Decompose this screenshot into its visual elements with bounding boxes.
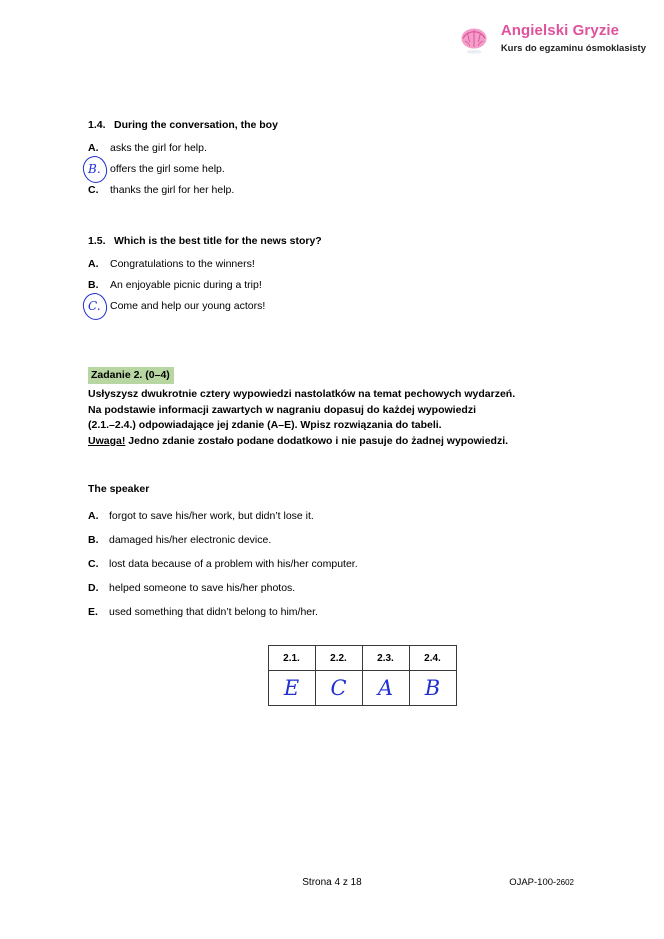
statement-e [88,605,578,619]
statement-text: forgot to save his/her work, but didn’t lose it. [109,510,314,522]
option-c[interactable] [88,299,578,313]
option-text: An enjoyable picnic during a trip! [110,279,262,291]
question-1-5 [88,234,578,313]
option-text: Congratulations to the winners! [110,258,255,270]
option-letter: A. [88,142,99,154]
statement-letter: A. [88,510,99,522]
spacer [88,204,578,234]
brand-subtitle: Kurs do egzaminu ósmoklasisty [500,43,646,54]
answer-cell-2-2[interactable]: C [315,671,362,706]
table-row-headers [268,646,456,671]
task-instruction-line-3: (2.1.–2.4.) odpowiadające jej zdanie (A–E). Wpisz rozwiązania do tabeli. [88,419,442,431]
option-text: Come and help our young actors! [110,300,266,312]
speaker-label: The speaker [88,483,150,495]
option-list [88,141,578,197]
question-number: 1.5. [88,235,106,247]
statement-text: damaged his/her electronic device. [109,534,272,546]
question-stem [88,234,578,248]
option-c[interactable] [88,183,578,197]
statement-text: used something that didn’t belong to him/her. [109,606,318,618]
question-1-4 [88,118,578,197]
question-text: Which is the best title for the news story? [114,235,322,247]
statement-c [88,557,578,571]
answer-cell-2-4[interactable]: B [409,671,456,706]
document-content [88,118,578,706]
answer-header-2-2: 2.2. [315,646,362,671]
answer-cell-2-1[interactable]: E [268,671,315,706]
option-list [88,257,578,313]
document-code-suffix: 2602 [556,878,574,887]
brand-title: Angielski Gryzie [500,22,620,39]
warning-text: Jedno zdanie zostało podane dodatkowo i nie pasuje do żadnej wypowiedzi. [125,434,509,447]
statement-d [88,581,578,595]
task-2 [88,365,578,706]
answer-header-2-3: 2.3. [362,646,409,671]
statement-letter: E. [88,606,98,618]
answer-table-wrapper [88,645,578,706]
task-instructions [88,387,578,449]
question-number: 1.4. [88,119,106,131]
task-warning-line [88,434,578,450]
statement-letter: B. [88,534,99,546]
answer-header-2-1: 2.1. [268,646,315,671]
option-letter: B. [88,162,101,176]
brand-header [457,22,646,56]
answer-table [268,645,457,706]
option-b[interactable] [88,278,578,292]
statement-text: helped someone to save his/her photos. [109,582,296,594]
statement-text: lost data because of a problem with his/her computer. [109,558,358,570]
option-letter: B. [88,279,99,291]
question-stem [88,118,578,132]
answer-header-2-4: 2.4. [409,646,456,671]
option-b[interactable] [88,162,578,176]
option-a[interactable] [88,257,578,271]
task-instruction-line-2: Na podstawie informacji zawartych w nagraniu dopasuj do każdej wypowiedzi [88,403,476,416]
task-instruction-line-1: Usłyszysz dwukrotnie cztery wypowiedzi nastolatków na temat pechowych wydarzeń. [88,388,516,400]
table-row-answers [268,671,456,706]
statement-b [88,533,578,547]
question-text: During the conversation, the boy [114,119,278,131]
brain-icon [457,26,491,56]
option-letter: C. [88,299,101,313]
option-letter: A. [88,258,99,270]
statement-letter: D. [88,582,99,594]
answer-cell-2-3[interactable]: A [362,671,409,706]
statement-a [88,509,578,523]
document-code-main: OJAP-100- [509,877,557,888]
option-text: asks the girl for help. [110,142,207,154]
option-letter: C. [88,184,99,196]
option-text: thanks the girl for her help. [110,184,235,196]
task-title: Zadanie 2. (0–4) [88,367,174,384]
page-number: Strona 4 z 18 [302,877,362,888]
option-a[interactable] [88,141,578,155]
document-code [509,877,574,888]
warning-label: Uwaga! [88,434,126,447]
option-text: offers the girl some help. [110,163,225,175]
statement-letter: C. [88,558,99,570]
